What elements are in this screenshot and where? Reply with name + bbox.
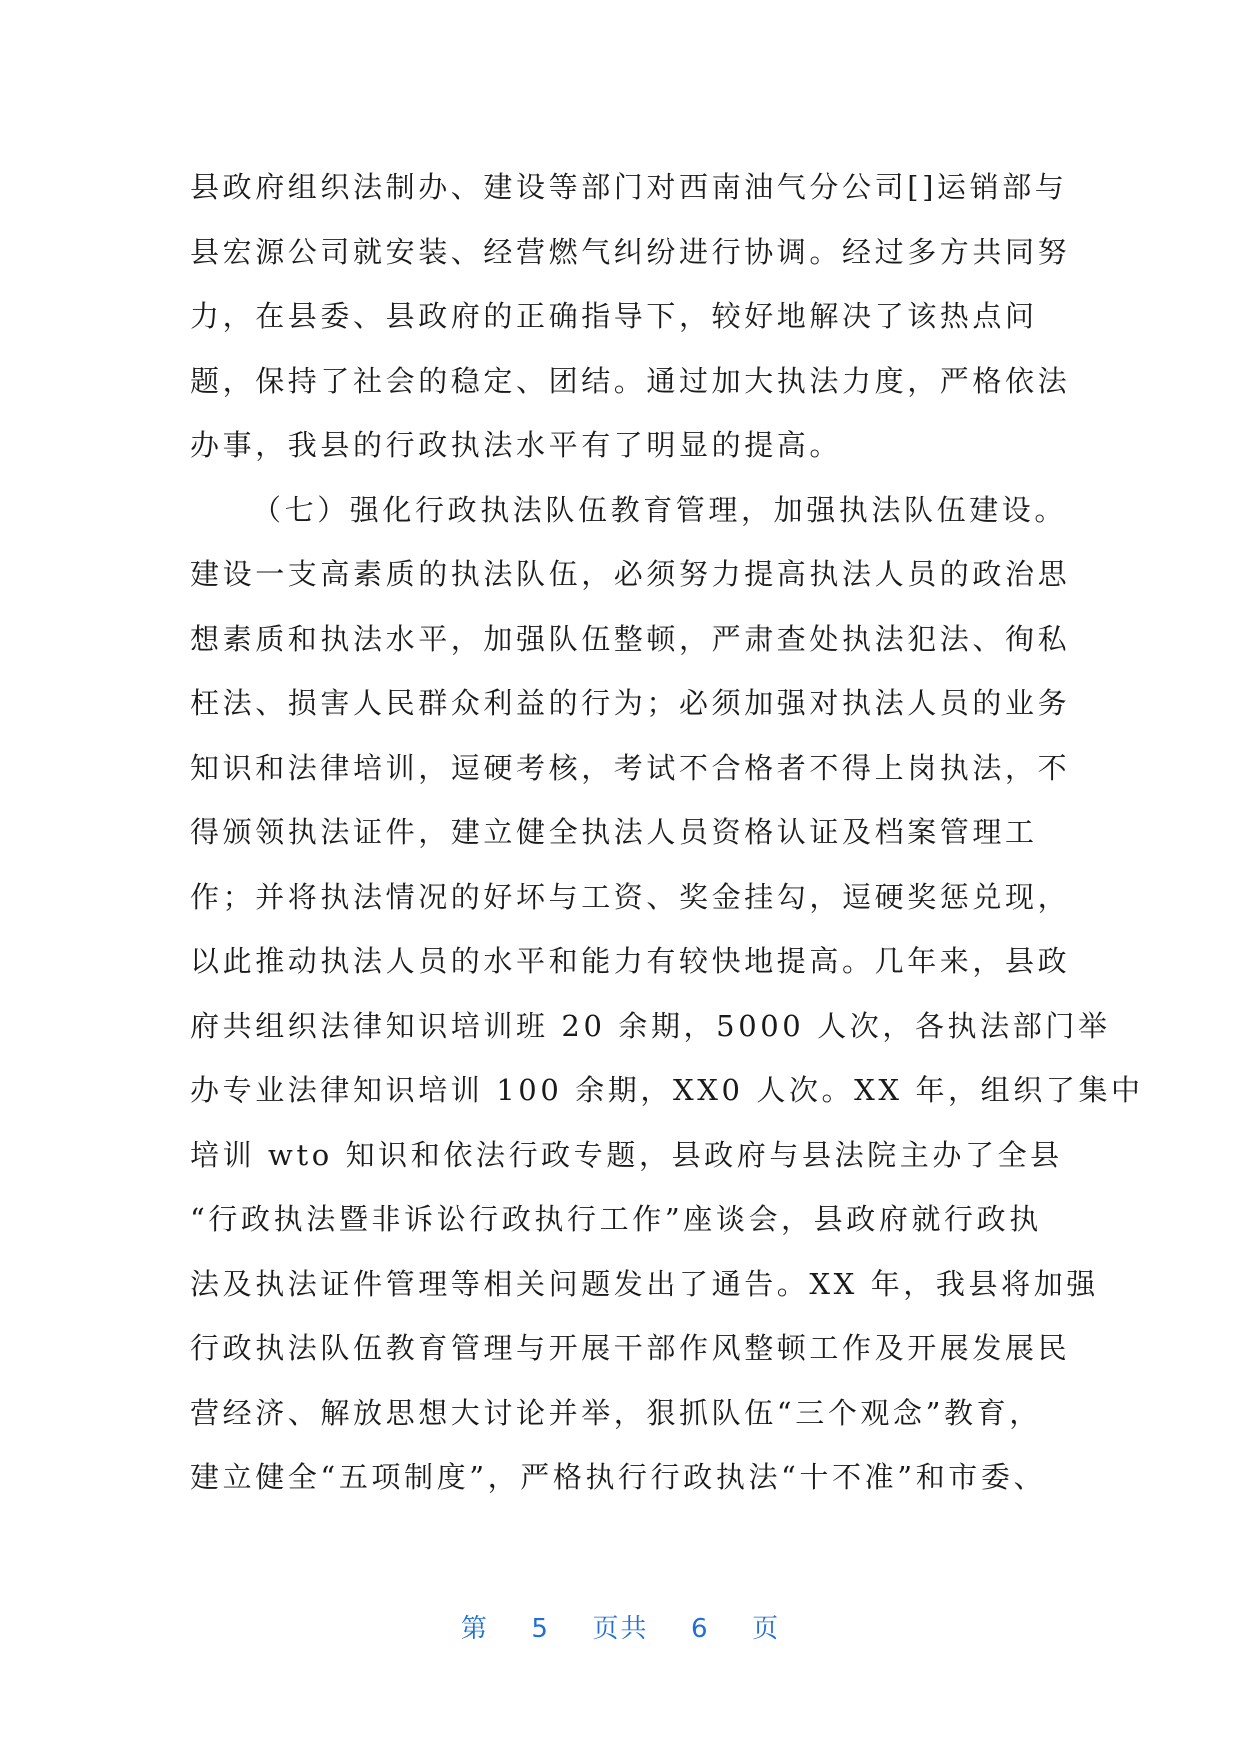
text-line: 作；并将执法情况的好坏与工资、奖金挂勾，逗硬奖惩兑现，	[190, 879, 1071, 914]
text-line: 培训 wto 知识和依法行政专题，县政府与县法院主办了全县	[190, 1137, 1063, 1172]
text-line: 枉法、损害人民群众利益的行为；必须加强对执法人员的业务	[190, 686, 1071, 720]
text-line: 法及执法证件管理等相关问题发出了通告。XX 年，我县将加强	[190, 1266, 1099, 1301]
text-line: 得颁领执法证件，建立健全执法人员资格认证及档案管理工	[190, 815, 1038, 849]
text-line: “行政执法暨非诉讼行政执行工作”座谈会，县政府就行政执	[190, 1202, 1042, 1236]
text-line: 以此推动执法人员的水平和能力有较快地提高。几年来，县政	[190, 944, 1071, 978]
page-footer	[0, 1608, 1241, 1645]
footer-suffix: 页	[752, 1614, 781, 1644]
text-line: 力，在县委、县政府的正确指导下，较好地解决了该热点问	[190, 299, 1038, 333]
section-heading-line: （七）强化行政执法队伍教育管理，加强执法队伍建设。	[252, 492, 1068, 527]
text-line: 建设一支高素质的执法队伍，必须努力提高执法人员的政治思	[190, 557, 1071, 591]
text-line: 题，保持了社会的稳定、团结。通过加大执法力度，严格依法	[190, 363, 1071, 398]
text-line: 县宏源公司就安装、经营燃气纠纷进行协调。经过多方共同努	[190, 234, 1071, 269]
body-text	[190, 155, 1144, 1510]
footer-prefix: 第	[460, 1614, 489, 1644]
text-line: 办专业法律知识培训 100 余期，XX0 人次。XX 年，组织了集中	[190, 1073, 1144, 1107]
text-line: 知识和法律培训，逗硬考核，考试不合格者不得上岗执法，不	[190, 750, 1071, 785]
total-pages-number: 6	[691, 1614, 710, 1644]
text-line: 想素质和执法水平，加强队伍整顿，严肃查处执法犯法、徇私	[190, 621, 1071, 656]
text-line: 县政府组织法制办、建设等部门对西南油气分公司[]运销部与	[190, 170, 1068, 204]
current-page-number: 5	[531, 1614, 550, 1644]
text-line: 行政执法队伍教育管理与开展干部作风整顿工作及开展发展民	[190, 1331, 1071, 1365]
text-line: 建立健全“五项制度”，严格执行行政执法“十不准”和市委、	[190, 1460, 1047, 1494]
text-line: 办事，我县的行政执法水平有了明显的提高。	[190, 428, 843, 462]
footer-middle: 页共	[592, 1614, 649, 1644]
text-line: 营经济、解放思想大讨论并举，狠抓队伍“三个观念”教育，	[190, 1395, 1042, 1430]
text-line: 府共组织法律知识培训班 20 余期，5000 人次，各执法部门举	[190, 1008, 1111, 1043]
